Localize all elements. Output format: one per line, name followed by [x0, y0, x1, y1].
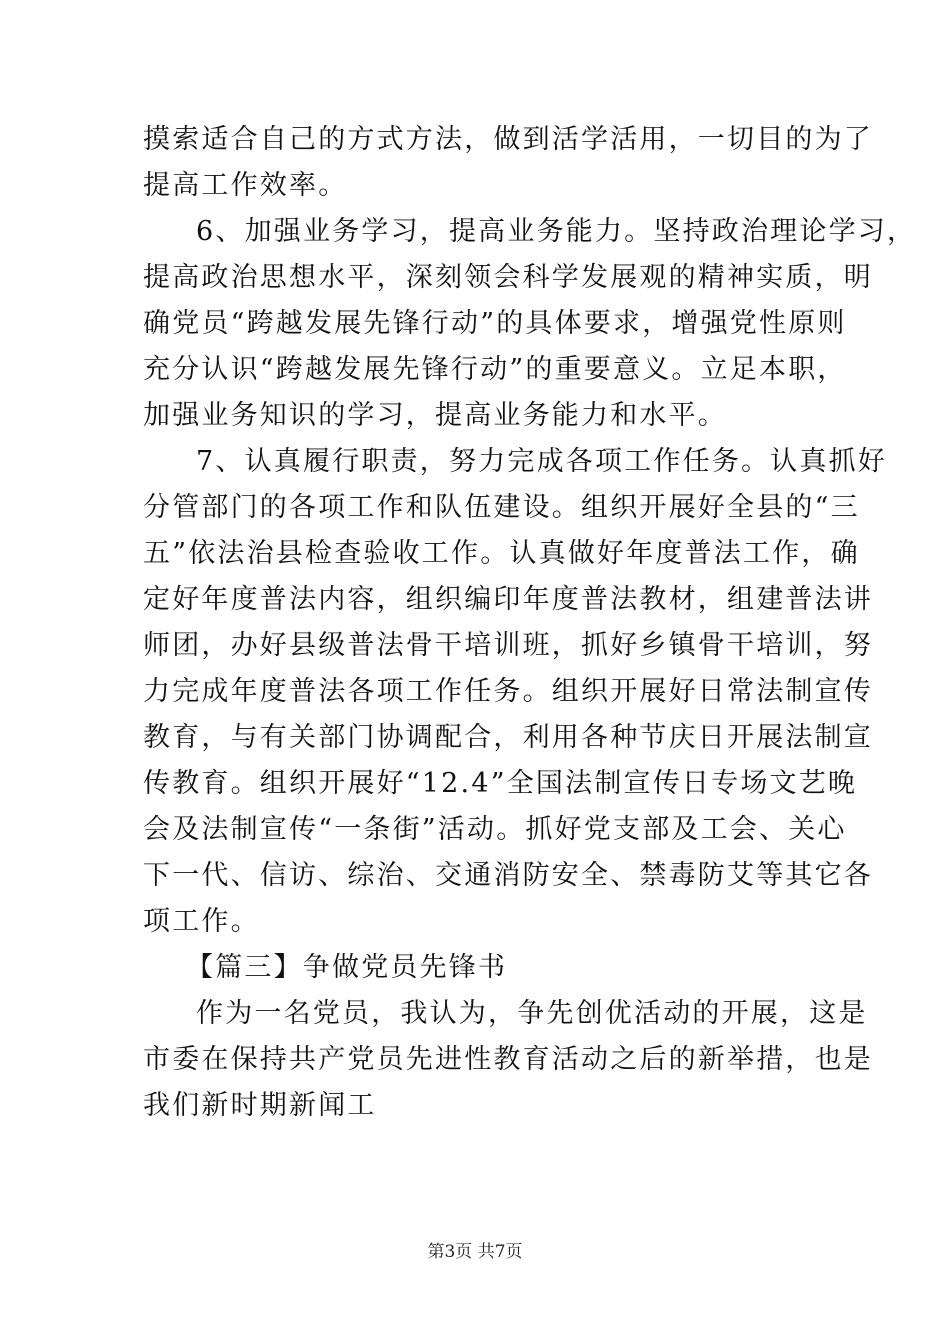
text-line: 师团，办好县级普法骨干培训班，抓好乡镇骨干培训，努 — [143, 630, 873, 661]
text-line: 摸索适合自己的方式方法，做到活学活用，一切目的为了 — [143, 124, 873, 155]
paragraph-6-start: 6、加强业务学习，提高业务能力。坚持政治理论学习， — [196, 216, 917, 247]
text-line: 确党员“跨越发展先锋行动”的具体要求，增强党性原则 — [143, 308, 847, 339]
text-line: 教育，与有关部门协调配合，利用各种节庆日开展法制宣 — [143, 722, 873, 753]
text-line: 项工作。 — [143, 906, 260, 937]
text-line: 提高工作效率。 — [143, 170, 348, 201]
text-line: 定好年度普法内容，组织编印年度普法教材，组建普法讲 — [143, 584, 873, 615]
text-line: 分管部门的各项工作和队伍建设。组织开展好全县的“三 — [143, 492, 860, 523]
text-line: 加强业务知识的学习，提高业务能力和水平。 — [143, 400, 727, 431]
paragraph-start: 作为一名党员，我认为，争先创优活动的开展，这是 — [196, 998, 868, 1029]
text-line: 市委在保持共产党员先进性教育活动之后的新举措，也是 — [143, 1044, 873, 1075]
text-line: 会及法制宣传“一条街”活动。抓好党支部及工会、关心 — [143, 814, 847, 845]
text-line: 充分认识“跨越发展先锋行动”的重要意义。立足本职， — [143, 354, 847, 385]
text-line: 五”依法治县检查验收工作。认真做好年度普法工作，确 — [143, 538, 860, 569]
paragraph-7-start: 7、认真履行职责，努力完成各项工作任务。认真抓好 — [196, 446, 887, 477]
section-heading: 【篇三】争做党员先锋书 — [186, 952, 508, 983]
text-line: 力完成年度普法各项工作任务。组织开展好日常法制宣传 — [143, 676, 873, 707]
text-line: 提高政治思想水平，深刻领会科学发展观的精神实质，明 — [143, 262, 873, 293]
page-number-footer: 第3页 共7页 — [427, 1242, 523, 1262]
text-line: 传教育。组织开展好“12.4”全国法制宣传日专场文艺晚 — [143, 768, 858, 799]
text-line: 我们新时期新闻工 — [143, 1090, 377, 1121]
text-line: 下一代、信访、综治、交通消防安全、禁毒防艾等其它各 — [143, 860, 873, 891]
